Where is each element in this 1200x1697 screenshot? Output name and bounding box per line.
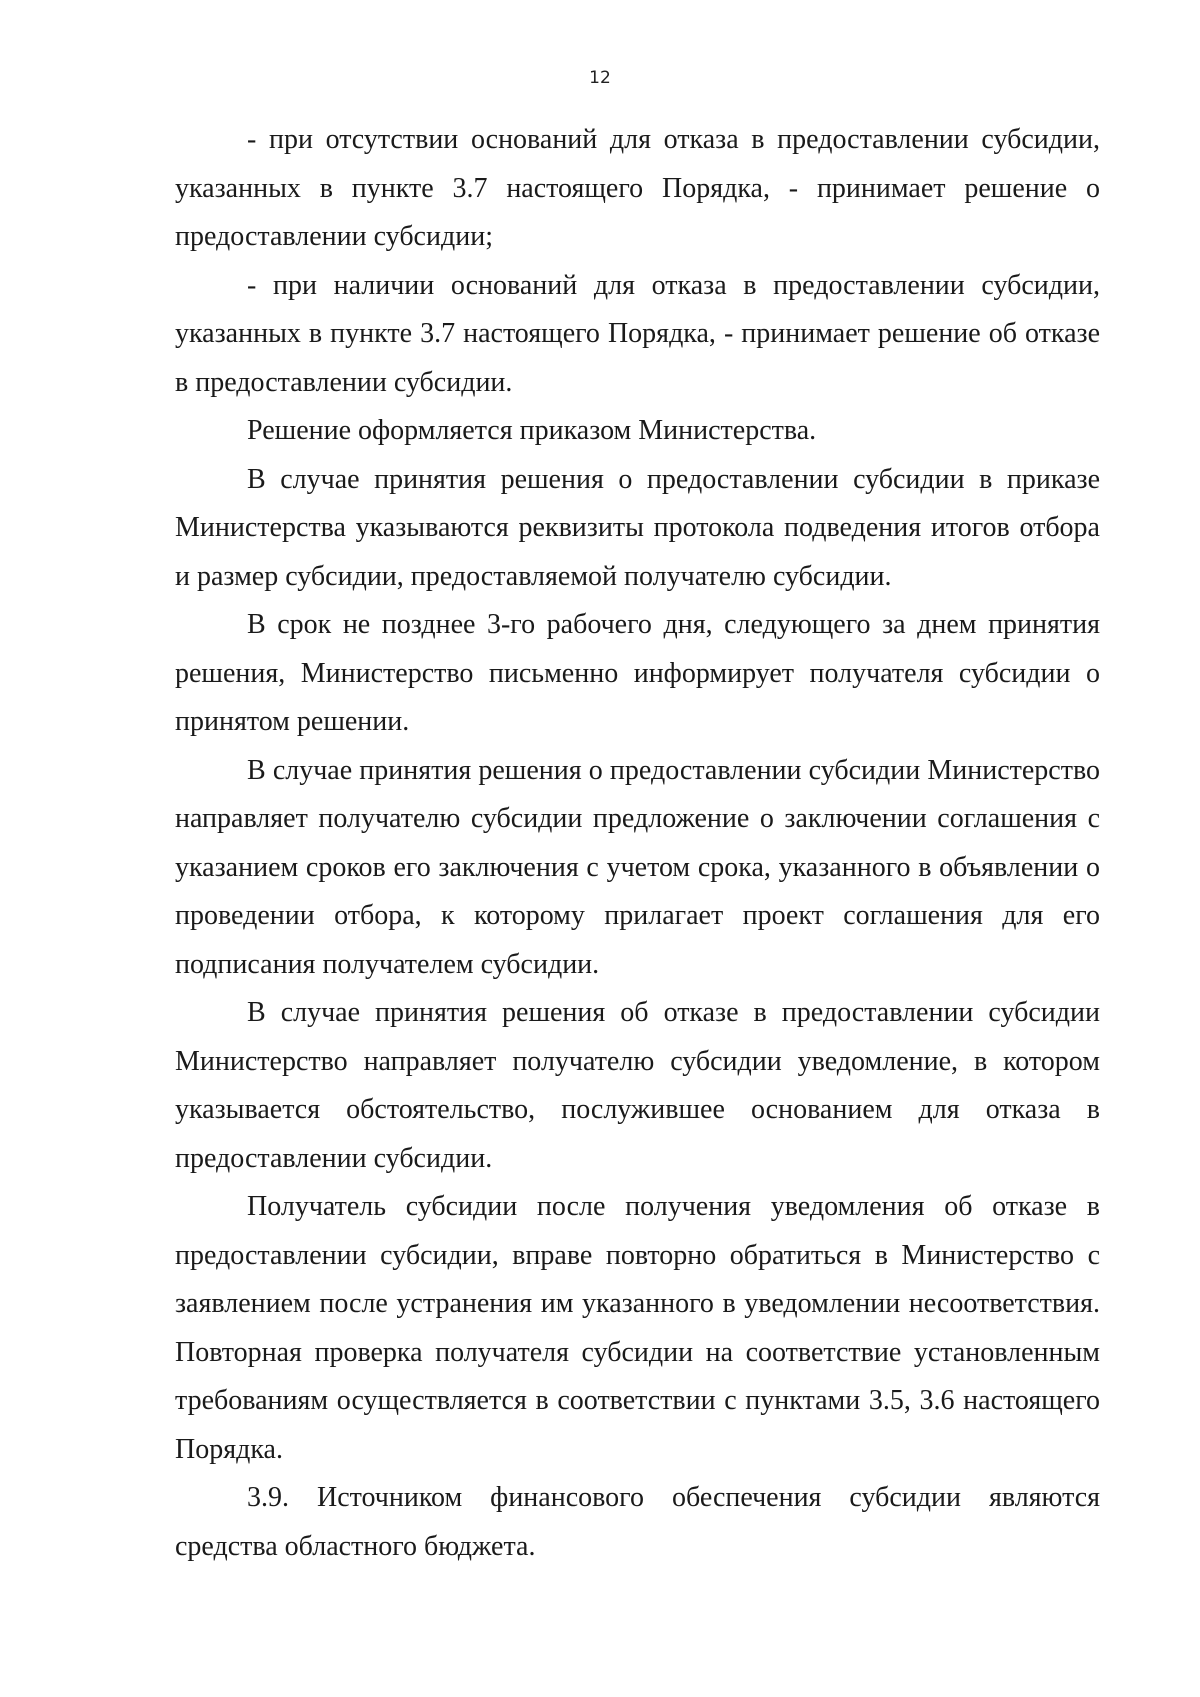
paragraph-notification-term: В срок не позднее 3-го рабочего дня, следующего за днем принятия решения, Министерство письменно информирует получателя субсидии о принятом решении.: [175, 609, 1100, 737]
paragraph-order-details: В случае принятия решения о предоставлении субсидии в приказе Министерства указываются реквизиты протокола подведения итогов отбора и размер субсидии, предоставляемой получателю субсидии.: [175, 463, 1100, 592]
paragraph-funding-source: 3.9. Источником финансового обеспечения субсидии являются средства областного бюджета.: [175, 1482, 1100, 1562]
paragraph-refusal-notice: В случае принятия решения об отказе в предоставлении субсидии Министерство направляет получателю субсидии уведомление, в котором указывается обстоятельство, послужившее основанием для отказа в предоставлении субсидии.: [175, 997, 1100, 1174]
paragraph-no-grounds-decision: - при отсутствии оснований для отказа в предоставлении субсидии, указанных в пункте 3.7 настоящего Порядка, - принимает решение о предоставлении субсидии;: [175, 124, 1100, 252]
document-body: [175, 116, 1100, 1571]
page-number: 12: [589, 68, 611, 88]
paragraph-grounds-refusal-decision: - при наличии оснований для отказа в предоставлении субсидии, указанных в пункте 3.7 настоящего Порядка, - принимает решение об отказе в предоставлении субсидии.: [175, 269, 1100, 398]
paragraph-repeat-application: Получатель субсидии после получения уведомления об отказе в предоставлении субсидии, вправе повторно обратиться в Министерство с заявлением после устранения им указанного в уведомлении несоответствия. Повторная проверка получателя субсидии на соответствие установленным требованиям осуществляется в соответствии с пунктами 3.5, 3.6 настоящего Порядка.: [175, 1191, 1100, 1465]
paragraph-agreement-proposal: В случае принятия решения о предоставлении субсидии Министерство направляет получателю субсидии предложение о заключении соглашения с указанием сроков его заключения с учетом срока, указанного в объявлении о проведении отбора, к которому прилагает проект соглашения для его подписания получателем субсидии.: [175, 754, 1100, 980]
paragraph-decision-form: Решение оформляется приказом Министерства.: [247, 415, 817, 446]
